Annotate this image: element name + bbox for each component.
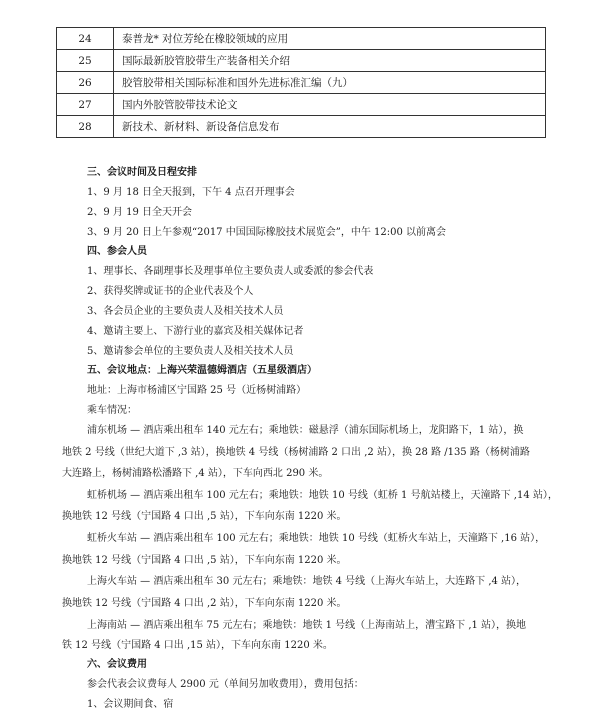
topics-table: [56, 27, 546, 138]
section3-heading: 三、会议时间及日程安排: [87, 167, 197, 178]
fee-text: 参会代表会议费每人 2900 元（单间另加收费用），费用包括：: [87, 679, 364, 691]
table-row: [57, 94, 546, 116]
section4-item: 2、获得奖牌或证书的企业代表及个人: [87, 286, 254, 297]
row-text: 泰普龙* 对位芳纶在橡胶领域的应用: [114, 28, 546, 50]
route-line: 换地铁 12 号线（宁国路 4 口出 ,5 站），下车向东南 1220 米。: [62, 511, 347, 523]
route-line: 地铁 2 号线（世纪大道下 ,3 站），换地铁 4 号线（杨树浦路 2 口出 ,2 站），换 28 路 /135 路（杨树浦路: [62, 446, 530, 458]
route-line: 大连路上，杨树浦路松潘路下 ,4 站），下车向西北 290 米。: [62, 468, 329, 480]
row-number: 25: [57, 50, 114, 72]
section5-heading: 五、会议地点：上海兴荣温德姆酒店（五星级酒店）: [87, 365, 317, 377]
route-line: 上海南站 — 酒店乘出租车 75 元左右；乘地铁：地铁 1 号线（上海南站上，漕宝路下 ,1 站），换地: [87, 619, 527, 631]
table-row: [57, 28, 546, 50]
section6-item: 1、会议期间食、宿: [87, 699, 174, 710]
row-number: 27: [57, 94, 114, 116]
row-text: 胶管胶带相关国际标准和国外先进标准汇编（九）: [114, 72, 546, 94]
row-number: 24: [57, 28, 114, 50]
route-line: 铁 12 号线（宁国路 4 口出 ,15 站），下车向东南 1220 米。: [62, 639, 333, 651]
route-line: 换地铁 12 号线（宁国路 4 口出 ,5 站），下车向东南 1220 米。: [62, 554, 347, 566]
row-number: 28: [57, 116, 114, 138]
transport-label: 乘车情况：: [87, 405, 137, 416]
section3-item: 3、9 月 20 日上午参观“2017 中国国际橡胶技术展览会”，中午 12:00 以前离会: [87, 226, 447, 238]
row-text: 国内外胶管胶带技术论文: [114, 94, 546, 116]
route-line: 上海火车站 — 酒店乘出租车 30 元左右；乘地铁：地铁 4 号线（上海火车站上，大连路下 ,4 站），: [87, 576, 527, 588]
section4-item: 3、各会员企业的主要负责人及相关技术人员: [87, 305, 284, 317]
section4-heading: 四、参会人员: [87, 246, 147, 258]
section6-heading: 六、会议费用: [87, 659, 147, 671]
table-row: [57, 72, 546, 94]
section3-item: 2、9 月 19 日全天开会: [87, 206, 192, 218]
route-line: 换地铁 12 号线（宁国路 4 口出 ,2 站），下车向东南 1220 米。: [62, 598, 347, 609]
row-text: 新技术、新材料、新设备信息发布: [114, 116, 546, 138]
row-number: 26: [57, 72, 114, 94]
table-row: [57, 116, 546, 138]
venue-address: 地址：上海市杨浦区宁国路 25 号（近杨树浦路）: [87, 385, 307, 397]
section4-item: 1、理事长、各副理事长及理事单位主要负责人或委派的参会代表: [87, 266, 374, 278]
section4-item: 5、邀请参会单位的主要负责人及相关技术人员: [87, 345, 294, 357]
row-text: 国际最新胶管胶带生产装备相关介绍: [114, 50, 546, 72]
section4-item: 4、邀请主要上、下游行业的嘉宾及相关媒体记者: [87, 325, 304, 337]
route-line: 浦东机场 — 酒店乘出租车 140 元左右；乘地铁：磁悬浮（浦东国际机场上，龙阳路下，1 站），换: [87, 424, 524, 436]
route-line: 虹桥火车站 — 酒店乘出租车 100 元左右；乘地铁：地铁 10 号线（虹桥火车站上，天潼路下 ,16 站），: [87, 533, 546, 545]
route-line: 虹桥机场 — 酒店乘出租车 100 元左右；乘地铁：地铁 10 号线（虹桥 1 号航站楼上，天潼路下 ,14 站），: [87, 489, 558, 501]
section3-item: 1、9 月 18 日全天报到，下午 4 点召开理事会: [87, 186, 295, 198]
table-row: [57, 50, 546, 72]
